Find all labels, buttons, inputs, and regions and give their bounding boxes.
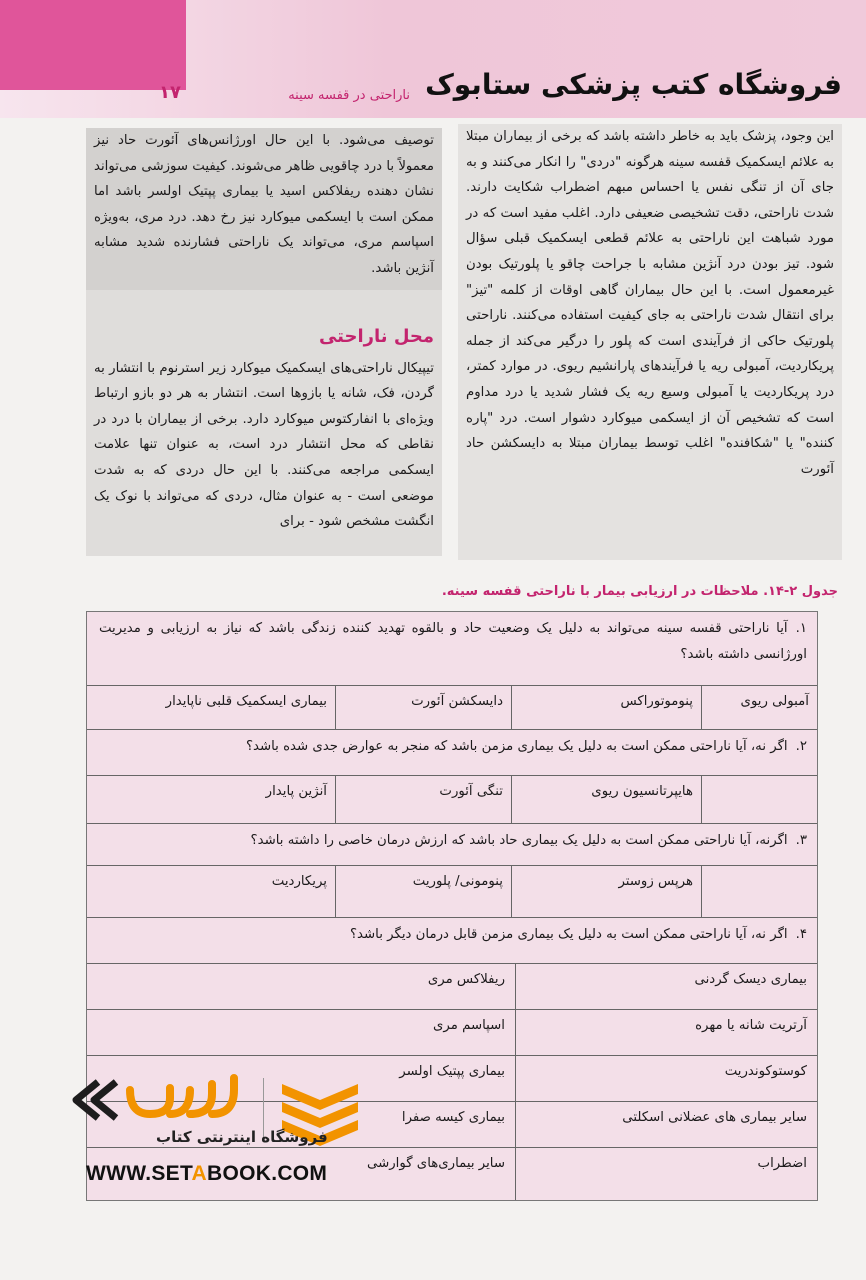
table-cell: اسپاسم مری: [433, 1018, 505, 1033]
question-number: ۲.: [795, 739, 807, 754]
table-cell: بیماری کیسه صفرا: [401, 1110, 505, 1125]
table-cell: [701, 866, 817, 917]
table-cell: آمبولی ریوی: [701, 686, 817, 729]
table-caption: جدول ۲-۱۴. ملاحظات در ارزیابی بیمار با ناراحتی قفسه سینه.: [441, 584, 838, 599]
table-cell: تنگی آئورت: [335, 776, 511, 823]
url-part: WWW.SET: [86, 1162, 192, 1185]
table-cell: بیماری ایسکمیک قلبی ناپایدار: [165, 694, 327, 709]
question-text: اگر نه، آیا ناراحتی ممکن است به دلیل یک بیماری مزمن باشد که منجر به عوارض جدی شده باشد؟: [245, 739, 788, 754]
table-cell: پریکاردیت: [271, 874, 327, 889]
table-question-4: [87, 918, 817, 964]
question-number: ۴.: [795, 927, 807, 942]
table-row-q4-2: [87, 1010, 817, 1056]
table-cell: سایر بیماری‌های گوارشی: [367, 1156, 505, 1171]
table-cell: سایر بیماری های عضلانی اسکلتی: [622, 1110, 807, 1125]
table-row-q4-1: [87, 964, 817, 1010]
url-part: BOOK.COM: [207, 1162, 328, 1185]
question-number: ۱.: [795, 621, 807, 636]
table-cell: پنومونی/ پلوریت: [335, 866, 511, 917]
left-text-column: [86, 128, 442, 556]
url-accent: A: [191, 1162, 207, 1185]
right-column-paragraph: این وجود، پزشک باید به خاطر داشته باشد که برخی از بیماران مبتلا به علائم ایسکمیک قفسه سینه هرگونه "دردی" را انکار می‌کنند و به جای آن از تنگی نفس یا احساس مبهم اضطراب شکایت دارند. شدت ناراحتی، دقت تشخیصی ضعیفی دارد. اغلب مفید است که در مورد شباهت این ناراحتی به علائم قطعی ایسکمیک قبلی سؤال شود. تیز بودن درد آنژین مشابه با جراحت چاقو یا پلورتیک بودن غیرمعمول است. با این حال بیماران گاهی اوقات از کلمه "تیز" برای انتقال شدت ناراحتی به جای کیفیت استفاده می‌کنند. ناراحتی پلورتیک حاکی از فرآیندی است که پلور را درگیر می‌کند از جمله پریکاردیت، آمبولی ریه یا فرآیندهای پارانشیم ریوی. در موارد کمتر، درد پریکاردیت یا آمبولی وسیع ریه یک فشار شدید یا درد مداوم است که تشخیص آن از ایسکمی میوکارد دشوار است. درد "پاره کننده" یا "شکافنده" اغلب توسط بیماران مبتلا به دایسکشن حاد آئورت: [466, 129, 834, 477]
table-cell: هرپس زوستر: [511, 866, 701, 917]
watermark-tagline: فروشگاه اینترنتی کتاب: [156, 1128, 328, 1146]
question-text: اگر نه، آیا ناراحتی ممکن است به دلیل یک بیماری مزمن قابل درمان دیگر باشد؟: [349, 927, 788, 942]
table-question-3: [87, 824, 817, 866]
table-cell: پنوموتوراکس: [511, 686, 701, 729]
setabook-watermark: [68, 1070, 448, 1190]
section-heading: محل ناراحتی: [318, 325, 434, 347]
table-row-q3-items: [87, 866, 817, 918]
running-head: ناراحتی در قفسه سینه: [288, 88, 410, 103]
store-banner: فروشگاه کتب پزشکی ستابوک: [425, 68, 842, 101]
table-cell: اضطراب: [757, 1156, 807, 1171]
setabook-wordmark-logo: [68, 1070, 258, 1136]
table-cell: بیماری دیسک گردنی: [694, 972, 807, 987]
table-cell: [701, 776, 817, 823]
table-cell: بیماری پپتیک اولسر: [399, 1064, 505, 1079]
table-cell: هایپرتانسیون ریوی: [511, 776, 701, 823]
table-question-1: [87, 612, 817, 686]
left-column-paragraph-2: تیپیکال ناراحتی‌های ایسکمیک میوکارد زیر استرنوم با انتشار به گردن، فک، شانه یا بازوها است. انتشار به هر دو بازو ارتباط ویژه‌ای با انفارکتوس میوکارد دارد. برخی از بیماران با درد در نقاطی که محل انتشار درد است، به عنوان تنها علامت ایسکمی مراجعه می‌کنند. با این حال دردی که به شدت موضعی است - به عنوان مثال، دردی که می‌تواند با نوک یک انگشت مشخص شود - برای: [94, 360, 434, 530]
table-cell: آنژین پایدار: [265, 784, 327, 799]
table-cell: آرتریت شانه یا مهره: [695, 1018, 807, 1033]
question-text: آیا ناراحتی قفسه سینه می‌تواند به دلیل یک وضعیت حاد و بالقوه تهدید کننده زندگی باشد که نیاز به ارزیابی و مدیریت اورژانسی داشته باشد؟: [99, 621, 807, 662]
left-column-paragraph-1: توصیف می‌شود. با این حال اورژانس‌های آئورت حاد نیز معمولاً با درد چاقویی ظاهر می‌شوند. کیفیت سوزشی می‌تواند نشان دهنده ریفلاکس اسید یا بیماری پپتیک اولسر باشد اما ممکن است با ایسکمی میوکارد نیز رخ دهد. درد مری، به‌ویژه اسپاسم مری، می‌تواند یک ناراحتی فشارنده شدید مشابه آنژین باشد.: [86, 128, 442, 290]
question-text: اگرنه، آیا ناراحتی ممکن است به دلیل یک بیماری حاد باشد که ارزش درمان خاصی را داشته باشد؟: [250, 833, 788, 848]
question-number: ۳.: [795, 833, 807, 848]
right-text-column: [458, 124, 842, 560]
page-number: ۱۷: [159, 82, 181, 103]
table-cell: کوستوکوندریت: [724, 1064, 807, 1079]
table-cell: دایسکشن آئورت: [335, 686, 511, 729]
watermark-url: [86, 1162, 327, 1186]
header-corner-block: [0, 0, 186, 90]
table-cell: ریفلاکس مری: [427, 972, 505, 987]
table-question-2: [87, 730, 817, 776]
table-row-q2-items: [87, 776, 817, 824]
table-row-q1-items: [87, 686, 817, 730]
